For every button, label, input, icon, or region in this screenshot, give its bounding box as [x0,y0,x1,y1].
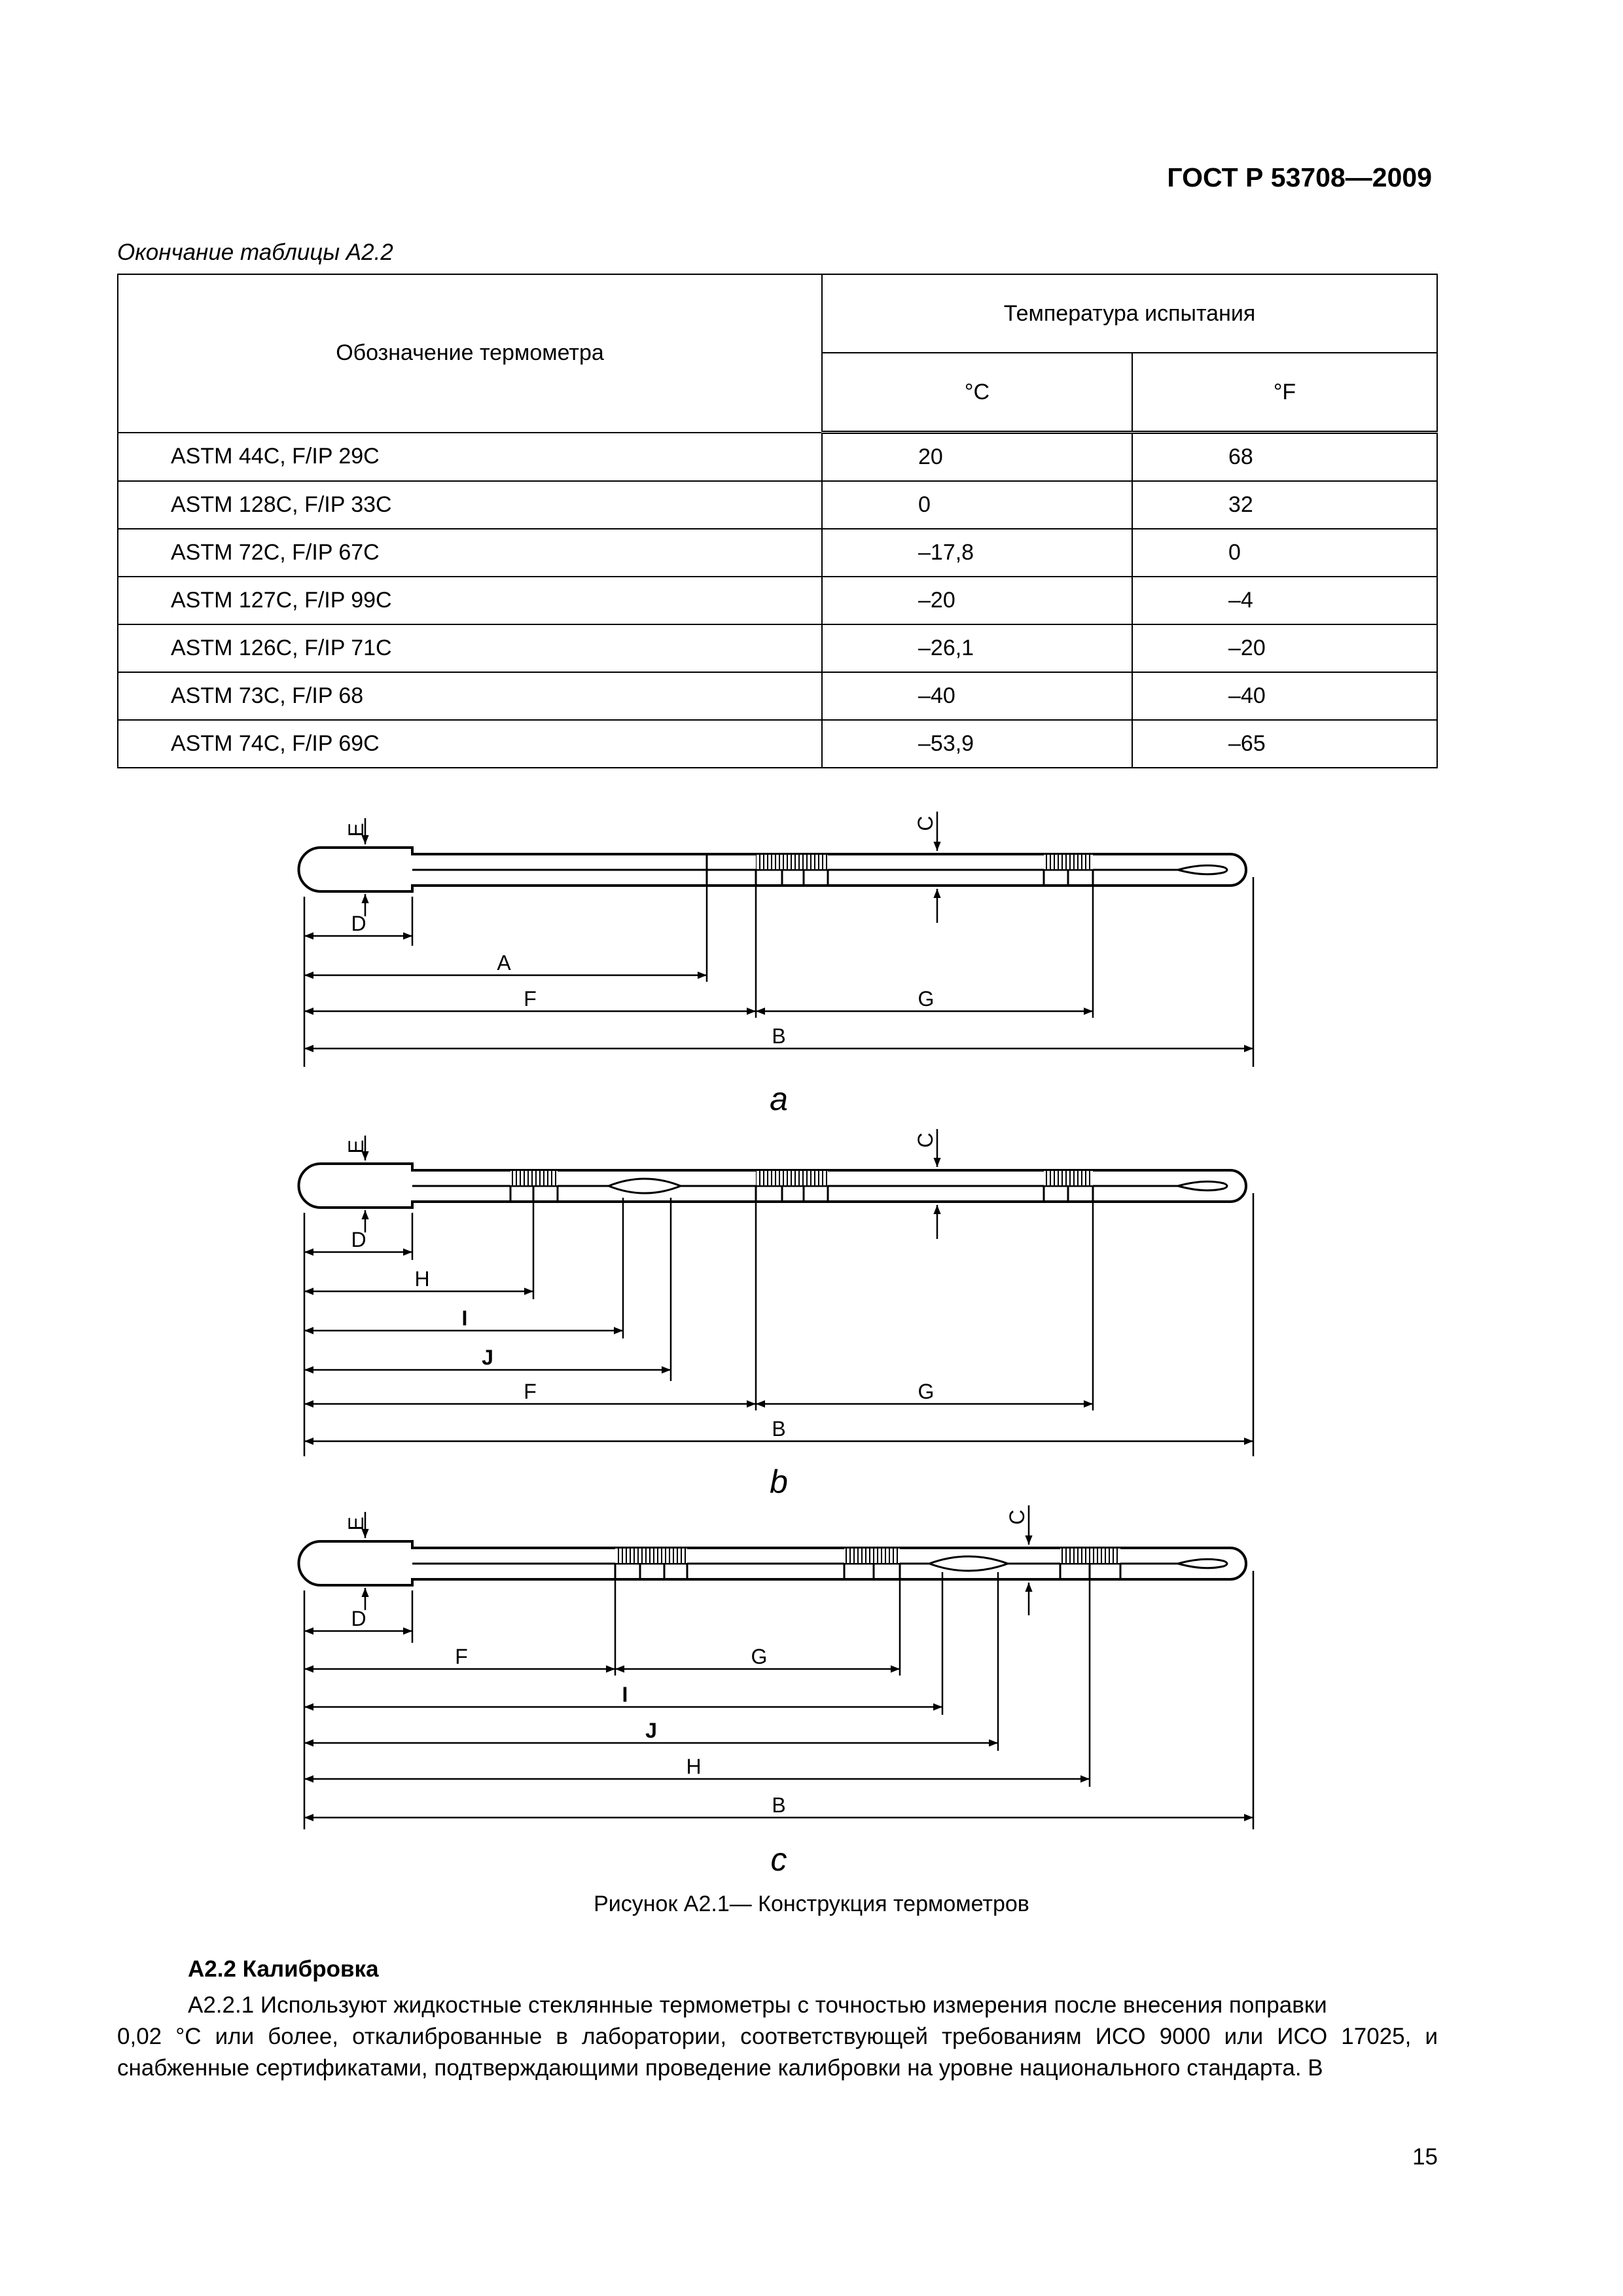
table-body [118,433,1437,768]
scale-b-2 [756,1171,828,1185]
designation-cell: ASTM 72C, F/IP 67C [118,529,822,577]
designation-cell: ASTM 73C, F/IP 68 [118,672,822,720]
table-row [118,481,1437,529]
designation-cell: ASTM 128C, F/IP 33C [118,481,822,529]
figure-caption: Рисунок А2.1— Конструкция термометров [594,1892,1029,1916]
fahrenheit-cell: –4 [1132,577,1437,624]
dim-label: C [914,1132,937,1148]
table-row [118,529,1437,577]
table-caption: Окончание таблицы А2.2 [117,240,393,265]
scale-b-3 [1044,1171,1093,1185]
dim-label: E [344,1516,368,1531]
fahrenheit-header: °F [1132,353,1437,433]
dim-label: G [918,987,935,1011]
paragraph-rest: 0,02 °С или более, откалиброванные в лаборатории, соответствующей требованиям ИСО 9000 или ИСО 17025, и снабженные сертификатами, подтверждающими проведение калибровки на уровне национального стандарта. В [117,2024,1438,2081]
page-number: 15 [1412,2144,1438,2170]
designation-header: Обозначение термометра [118,274,822,433]
subfigure-label-b: b [770,1463,788,1500]
thermometer-b [299,1129,1254,1456]
dim-label: D [351,1228,366,1251]
fahrenheit-cell: 68 [1132,433,1437,482]
subfigure-label-c: c [770,1841,787,1878]
dim-label: F [524,1380,537,1403]
fahrenheit-cell: –65 [1132,720,1437,768]
subfigure-label-a: a [770,1081,788,1117]
dim-label: B [772,1793,786,1817]
fahrenheit-cell: –40 [1132,672,1437,720]
dim-label: J [482,1346,493,1369]
table-row [118,433,1437,482]
test-temperature-header: Температура испытания [822,274,1437,353]
dim-label: D [351,912,366,935]
dim-label: I [461,1306,468,1330]
dim-label: A [497,951,511,975]
scale-b-1 [510,1171,558,1185]
table-row [118,720,1437,768]
dim-label: C [914,816,937,831]
document-code: ГОСТ Р 53708—2009 [1167,162,1432,192]
thermometer-figure [0,785,1623,1878]
scale-a-1 [756,855,828,869]
fahrenheit-cell: 0 [1132,529,1437,577]
temperature-table [117,274,1438,768]
dim-label: H [686,1755,702,1778]
dim-label: D [351,1607,366,1630]
dim-label: H [414,1267,430,1291]
dim-label: F [524,987,537,1011]
celsius-header: °C [822,353,1132,433]
paragraph [117,1990,1438,2084]
celsius-cell: 0 [822,481,1132,529]
scale-a-2 [1044,855,1093,869]
thermometer-drawings [0,785,1623,1872]
celsius-cell: 20 [822,433,1132,482]
designation-cell: ASTM 44C, F/IP 29C [118,433,822,482]
dim-label: G [751,1645,768,1668]
scale-c-2 [844,1549,900,1563]
paragraph-first-line: А2.2.1 Используют жидкостные стеклянные термометры с точностью измерения после внесения поправки [188,1992,1327,2018]
dim-label: G [918,1380,935,1403]
dim-label: C [1005,1509,1029,1525]
thermometer-c [299,1505,1254,1829]
designation-cell: ASTM 126C, F/IP 71C [118,624,822,672]
dim-label: F [455,1645,468,1668]
dim-label: B [772,1417,786,1441]
dim-label: J [645,1719,657,1742]
dim-label: B [772,1024,786,1048]
celsius-cell: –26,1 [822,624,1132,672]
dim-label: I [622,1683,628,1706]
celsius-cell: –40 [822,672,1132,720]
dim-label: E [344,1139,368,1154]
table-row [118,624,1437,672]
dim-label: E [344,823,368,837]
section-heading: А2.2 Калибровка [188,1956,379,1982]
celsius-cell: –17,8 [822,529,1132,577]
table-row [118,672,1437,720]
celsius-cell: –20 [822,577,1132,624]
table-row [118,577,1437,624]
scale-c-3 [1060,1549,1120,1563]
celsius-cell: –53,9 [822,720,1132,768]
scale-c-1 [615,1549,687,1563]
labels-a [344,816,937,1048]
fahrenheit-cell: –20 [1132,624,1437,672]
fahrenheit-cell: 32 [1132,481,1437,529]
designation-cell: ASTM 127C, F/IP 99C [118,577,822,624]
designation-cell: ASTM 74C, F/IP 69C [118,720,822,768]
